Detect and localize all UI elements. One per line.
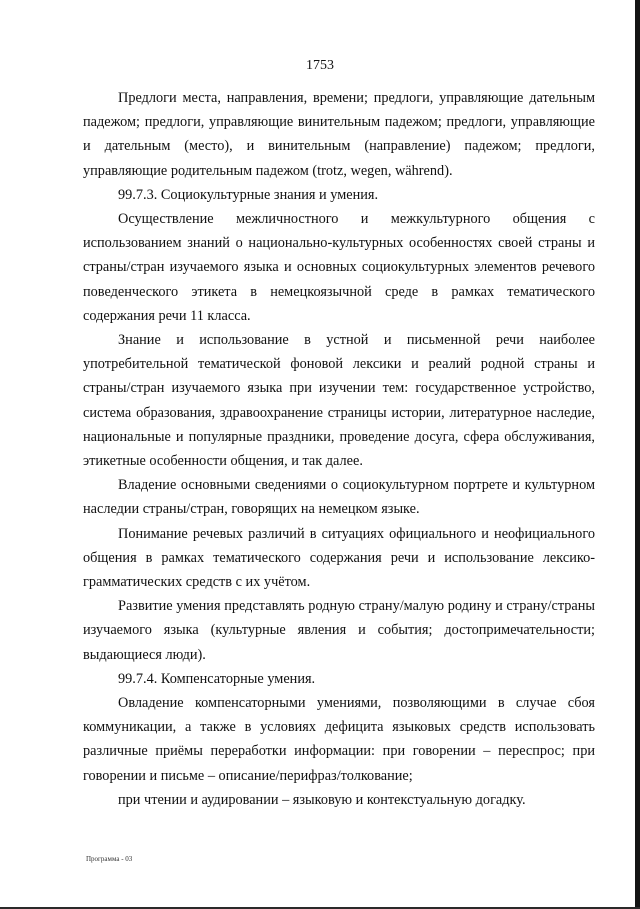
paragraph-cultural-heritage: Владение основными сведениями о социокультурном портрете и культурном наследии страны/стран, говорящих на немецком языке. (83, 477, 595, 518)
paragraph-vocabulary-knowledge: Знание и использование в устной и письменной речи наиболее употребительной тематической фоновой лексики и реалий родной страны и страны/стран изучаемого языка при изучении тем: государственное устройство, система образования, здравоохранение страницы истории, литературное наследие, национальные и популярные праздники, проведение досуга, сфера обслуживания, этикетные особенности общения, и так далее. (83, 332, 595, 470)
footer-label: Программа - 03 (86, 855, 133, 863)
body-text (83, 86, 595, 812)
paragraph-speech-differences: Понимание речевых различий в ситуациях официального и неофициального общения в рамках тематического содержания речи и использование лексико-грамматических средств с их учётом. (83, 525, 595, 591)
paragraph-reading-listening: при чтении и аудировании – языковую и контекстуальную догадку. (118, 791, 526, 808)
page-number: 1753 (306, 58, 334, 73)
paragraph-representing-country: Развитие умения представлять родную страну/малую родину и страну/страны изучаемого языка (культурные явления и события; достопримечательности; выдающиеся люди). (83, 598, 595, 663)
paragraph-communication: Осуществление межличностного и межкультурного общения с использованием знаний о национально-культурных особенностях своей страны и страны/стран изучаемого языка и основных социокультурных элементов речевого поведенческого этикета в немецкоязычной среде в рамках тематического содержания речи 11 класса. (83, 211, 595, 324)
section-heading-sociocultural: 99.7.3. Социокультурные знания и умения. (118, 186, 379, 203)
paragraph-prepositions: Предлоги места, направления, времени; предлоги, управляющие дательным падежом; предлоги, управляющие винительным падежом; предлоги, управляющие и дательным (место), и винительным (направление) падежом; предлоги, управляющие родительным падежом (trotz, wegen, während). (83, 90, 595, 179)
paragraph-compensatory-skills: Овладение компенсаторными умениями, позволяющими в случае сбоя коммуникации, а также в условиях дефицита языковых средств использовать различные приёмы переработки информации: при говорении – переспрос; при говорении и письме – описание/перифраз/толкование; (83, 695, 595, 784)
section-heading-compensatory: 99.7.4. Компенсаторные умения. (118, 670, 316, 687)
scan-edge-right (635, 0, 640, 909)
